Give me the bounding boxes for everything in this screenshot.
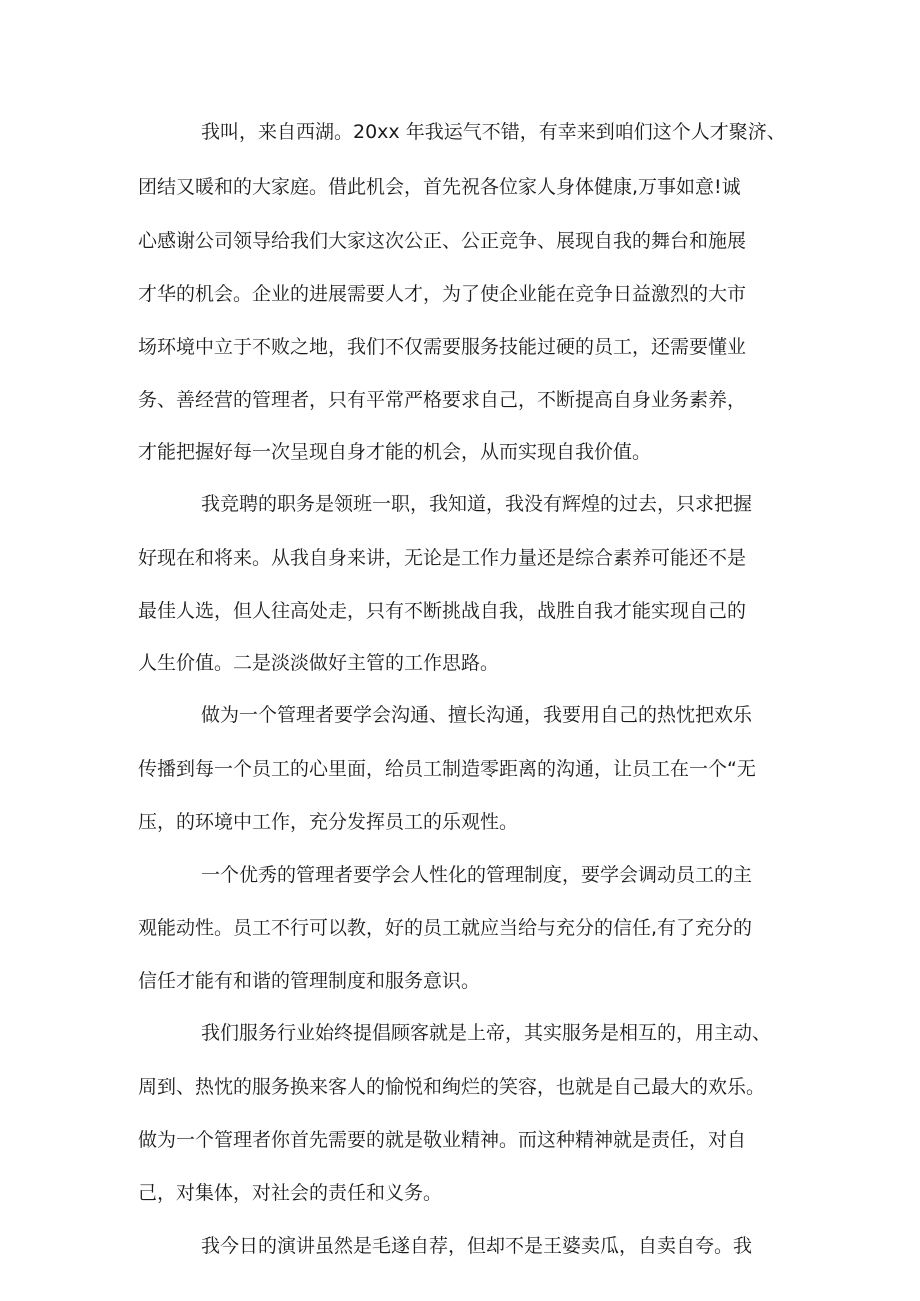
text-line: 压，的环境中工作，充分发挥员工的乐观性。	[138, 811, 519, 833]
text-line: 才华的机会。企业的进展需要人才，为了使企业能在竞争日益激烈的大市	[138, 283, 747, 305]
text-line: 最佳人选，但人往高处走，只有不断挑战自我，战胜自我才能实现自己的	[138, 600, 747, 622]
text-line: 做为一个管理者要学会沟通、擅长沟通，我要用自己的热忱把欢乐	[201, 704, 753, 726]
text-line: 信任才能有和谐的管理制度和服务意识。	[138, 970, 481, 992]
text-line: 团结又暖和的大家庭。借此机会，首先祝各位家人身体健康,万事如意!诚	[138, 176, 741, 198]
text-line: 我叫，来自西湖。20xx 年我运气不错，有幸来到咱们这个人才聚济、	[201, 121, 786, 143]
text-line: 好现在和将来。从我自身来讲，无论是工作力量还是综合素养可能还不是	[138, 547, 747, 569]
text-line: 人生价值。二是淡淡做好主管的工作思路。	[138, 652, 500, 674]
text-line: 周到、热忱的服务换来客人的愉悦和绚烂的笑容，也就是自己最大的欢乐。	[138, 1076, 766, 1098]
text-line: 心感谢公司领导给我们大家这次公正、公正竞争、展现自我的舞台和施展	[138, 230, 747, 252]
text-line: 己，对集体，对社会的责任和义务。	[138, 1182, 443, 1204]
text-line: 我今日的演讲虽然是毛遂自荐，但却不是王婆卖瓜，自卖自夸。我	[201, 1235, 753, 1257]
text-line: 场环境中立于不败之地，我们不仅需要服务技能过硬的员工，还需要懂业	[138, 336, 747, 358]
text-line: 传播到每一个员工的心里面，给员工制造零距离的沟通，让员工在一个“无	[138, 758, 756, 780]
text-line: 才能把握好每一次呈现自身才能的机会，从而实现自我价值。	[138, 441, 652, 463]
text-line: 我竞聘的职务是领班一职，我知道，我没有辉煌的过去，只求把握	[201, 493, 753, 515]
text-line: 做为一个管理者你首先需要的就是敬业精神。而这种精神就是责任，对自	[138, 1129, 747, 1151]
text-line: 我们服务行业始终提倡顾客就是上帝，其实服务是相互的，用主动、	[201, 1022, 772, 1044]
text-line: 一个优秀的管理者要学会人性化的管理制度，要学会调动员工的主	[201, 864, 753, 886]
text-line: 务、善经营的管理者，只有平常严格要求自己，不断提高自身业务素养，	[138, 389, 747, 411]
text-line: 观能动性。员工不行可以教，好的员工就应当给与充分的信任,有了充分的	[138, 917, 753, 939]
